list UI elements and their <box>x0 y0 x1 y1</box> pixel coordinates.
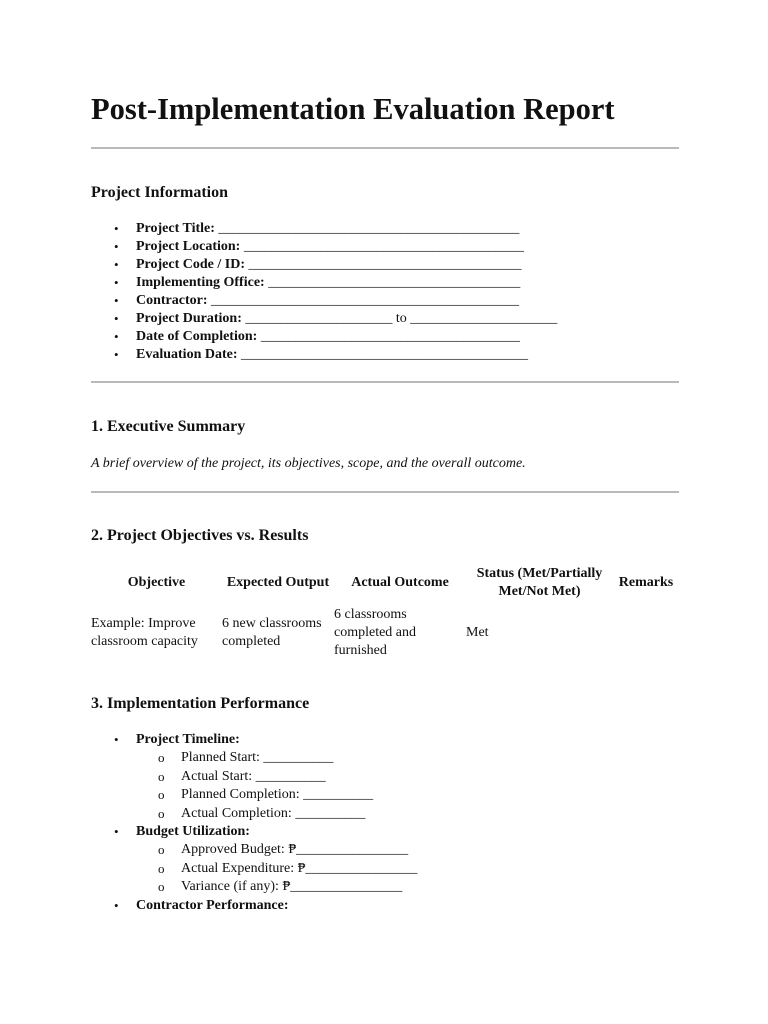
field-blank: ___________________________________________ <box>214 221 520 236</box>
table-cell: 6 classrooms completed and furnished <box>334 607 417 658</box>
list-item <box>91 238 557 256</box>
field-blank: ____________________________________________ <box>207 293 520 308</box>
column-header-objective: Objective <box>127 575 186 590</box>
budget-sublist <box>136 841 417 896</box>
page-title: Post-Implementation Evaluation Report <box>91 92 615 126</box>
objectives-heading: 2. Project Objectives vs. Results <box>91 527 309 544</box>
field-label: Evaluation Date: <box>136 347 238 362</box>
field-label: Contractor: <box>136 293 208 308</box>
field-label: Project Location: <box>136 239 241 254</box>
executive-summary-text: A brief overview of the project, its objectives, scope, and the overall outcome. <box>91 456 526 471</box>
timeline-label: Project Timeline: <box>136 732 240 747</box>
implementation-list <box>91 731 417 915</box>
list-item: o Variance (if any): ₱________________ <box>136 878 417 896</box>
contractor-performance-label: Contractor Performance: <box>136 897 289 913</box>
table-cell <box>613 604 679 662</box>
objectives-table <box>91 562 679 662</box>
implementation-heading: 3. Implementation Performance <box>91 695 310 712</box>
table-cell: Met <box>466 625 489 640</box>
list-item: o Actual Completion: __________ <box>136 805 417 823</box>
executive-summary-heading: 1. Executive Summary <box>91 418 246 435</box>
list-item: o Actual Expenditure: ₱________________ <box>136 860 417 878</box>
column-header-status: Status (Met/Partially Met/Not Met) <box>476 566 603 599</box>
list-item <box>91 256 557 274</box>
list-item <box>91 328 557 346</box>
list-item: o Actual Start: __________ <box>136 768 417 786</box>
timeline-sublist <box>136 749 417 823</box>
table-cell: Example: Improve classroom capacity <box>91 616 198 649</box>
field-label: Project Title: <box>136 221 215 236</box>
field-blank: _____________________ to _____________________ <box>241 311 558 326</box>
project-info-list <box>91 220 557 364</box>
table-header-row <box>91 562 679 604</box>
list-item <box>91 292 557 310</box>
field-blank: _________________________________________ <box>237 347 528 362</box>
list-item <box>91 823 417 897</box>
field-blank: _____________________________________ <box>257 329 520 344</box>
list-item <box>91 274 557 292</box>
list-item <box>91 310 557 328</box>
table-cell: 6 new classrooms completed <box>222 616 322 649</box>
field-label: Implementing Office: <box>136 275 265 290</box>
list-item: o Planned Completion: __________ <box>136 786 417 804</box>
list-item: o Planned Start: __________ <box>136 749 417 767</box>
table-row <box>91 604 679 662</box>
column-header-remarks: Remarks <box>618 575 674 590</box>
field-blank: _______________________________________ <box>245 257 522 272</box>
field-label: Project Code / ID: <box>136 257 245 272</box>
list-item <box>91 346 557 364</box>
project-info-heading: Project Information <box>91 184 228 201</box>
field-blank: ________________________________________ <box>240 239 524 254</box>
list-item <box>91 731 417 823</box>
field-label: Project Duration: <box>136 311 242 326</box>
title-divider <box>91 147 679 149</box>
budget-label: Budget Utilization: <box>136 824 250 840</box>
section-divider <box>91 491 679 493</box>
section-divider <box>91 381 679 383</box>
column-header-actual-outcome: Actual Outcome <box>351 575 449 590</box>
list-item: o Approved Budget: ₱________________ <box>136 841 417 859</box>
field-blank: ____________________________________ <box>264 275 521 290</box>
column-header-expected-output: Expected Output <box>226 575 330 590</box>
list-item <box>91 897 417 915</box>
field-label: Date of Completion: <box>136 329 258 344</box>
list-item <box>91 220 557 238</box>
